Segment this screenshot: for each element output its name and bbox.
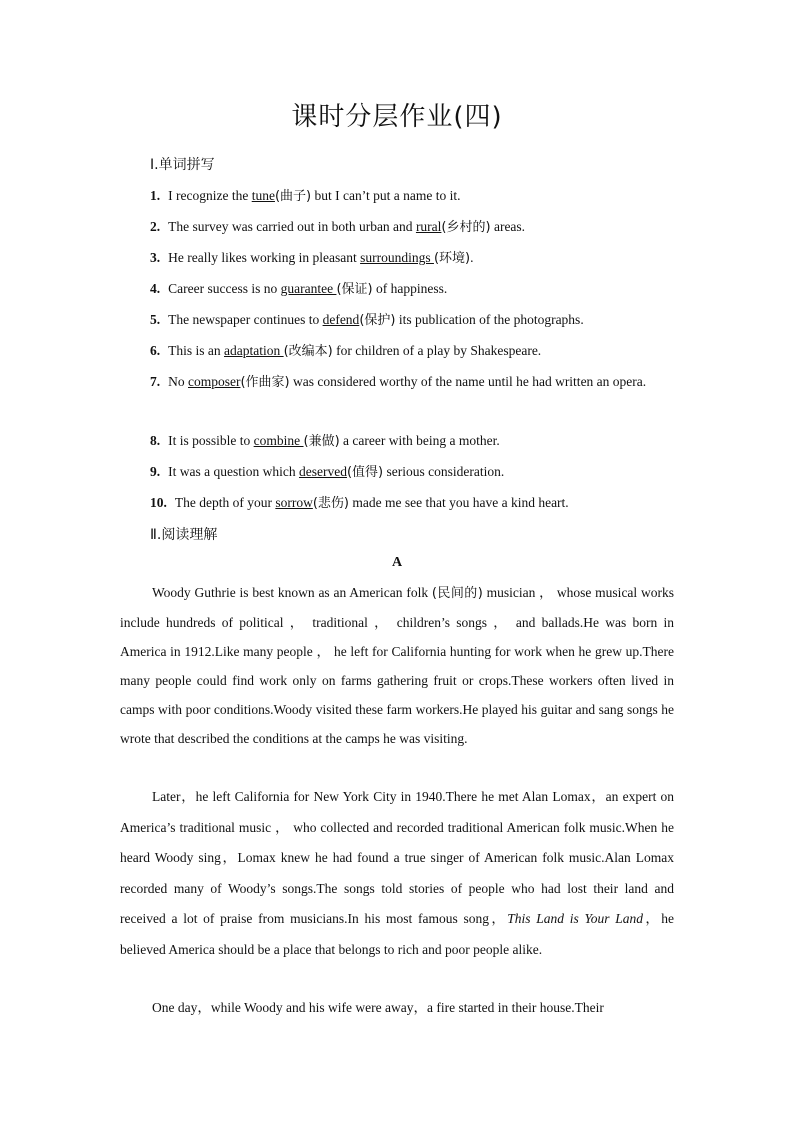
spelling-item-9 bbox=[150, 462, 674, 483]
passage-paragraph-3 bbox=[120, 993, 674, 1023]
item-text-after: . bbox=[470, 250, 474, 265]
item-text-before: The survey was carried out in both urban and bbox=[168, 219, 416, 234]
answer-word: composer bbox=[188, 374, 241, 389]
spelling-item-10 bbox=[150, 493, 674, 514]
item-text-after: areas. bbox=[490, 219, 526, 234]
answer-word: adaptation bbox=[224, 343, 284, 358]
item-number: 8. bbox=[150, 433, 161, 448]
item-text-after: made me see that you have a kind heart. bbox=[349, 495, 569, 510]
chinese-hint: (兼做) bbox=[303, 434, 340, 449]
chinese-hint: (环境) bbox=[433, 251, 471, 266]
answer-word: defend bbox=[322, 312, 360, 327]
answer-word: surroundings bbox=[360, 250, 434, 265]
item-text-before: It was a question which bbox=[168, 464, 299, 479]
item-text-before: It is possible to bbox=[168, 433, 254, 448]
answer-word: combine bbox=[253, 433, 304, 448]
spelling-item-5 bbox=[150, 310, 674, 331]
section-heading-spelling: Ⅰ.单词拼写 bbox=[150, 157, 215, 173]
item-text-before: I recognize the bbox=[168, 188, 252, 203]
paragraph-text: Later，he left California for New York City in 1940.There he met Alan Lomax，an expert on America’s traditional music ， who collected and recorded traditional American folk music.When he heard Woody sing，Lomax knew he had found a true singer of American folk music.Alan Lomax recorded many of Woody’s songs.The songs told stories of people who had lost their land and received a lot of praise from musicians.In his most famous song， bbox=[120, 789, 674, 926]
item-text-before: This is an bbox=[168, 343, 224, 358]
paragraph-text: musician ， whose musical works include hundreds of political ， traditional ， children’s songs ， and ballads.He was born in America in 1912.Like many people ， he left for California hunting for work when he grew up.There many people could find work only on farms gathering fruit or crops.These workers often lived in camps with poor conditions.Woody visited these farm workers.He played his guitar and sang songs he wrote that described the conditions at the camps he was visiting. bbox=[120, 585, 674, 746]
passage-paragraph-2 bbox=[120, 782, 674, 965]
item-text-before: The depth of your bbox=[174, 495, 276, 510]
spelling-item-8 bbox=[150, 431, 674, 452]
item-text-before: The newspaper continues to bbox=[168, 312, 323, 327]
answer-word: tune bbox=[251, 188, 275, 203]
chinese-hint: (保证) bbox=[336, 282, 373, 297]
item-number: 1. bbox=[150, 188, 161, 203]
item-number: 4. bbox=[150, 281, 161, 296]
item-text-before: He really likes working in pleasant bbox=[168, 250, 361, 265]
passage-paragraph-1 bbox=[120, 578, 674, 753]
section-heading-reading: Ⅱ.阅读理解 bbox=[150, 527, 218, 543]
item-text-after: a career with being a mother. bbox=[339, 433, 500, 448]
spelling-item-7 bbox=[120, 367, 674, 397]
song-title: This Land is Your Land bbox=[507, 911, 643, 926]
item-number: 6. bbox=[150, 343, 161, 358]
spelling-item-4 bbox=[150, 279, 674, 300]
chinese-hint: (作曲家) bbox=[240, 375, 290, 390]
item-text-before: No bbox=[168, 374, 188, 389]
item-text-before: Career success is no bbox=[168, 281, 281, 296]
page-title: 课时分层作业(四) bbox=[291, 102, 503, 132]
spelling-item-2 bbox=[150, 217, 674, 238]
chinese-hint: (悲伤) bbox=[312, 496, 350, 511]
spelling-item-6 bbox=[150, 341, 674, 362]
paragraph-text: Woody Guthrie is best known as an American folk bbox=[152, 585, 432, 600]
chinese-hint: (改编本) bbox=[283, 344, 333, 359]
item-number: 9. bbox=[150, 464, 161, 479]
answer-word: rural bbox=[415, 219, 442, 234]
item-number: 2. bbox=[150, 219, 161, 234]
passage-heading: A bbox=[391, 555, 403, 570]
item-text-after: its publication of the photographs. bbox=[395, 312, 584, 327]
item-number: 7. bbox=[150, 374, 161, 389]
answer-word: sorrow bbox=[275, 495, 313, 510]
paragraph-text: ，he believed America should be a place that belongs to rich and poor people alike. bbox=[120, 911, 674, 957]
item-number: 10. bbox=[150, 495, 167, 510]
item-text-after: was considered worthy of the name until he had written an opera. bbox=[289, 374, 647, 389]
spelling-item-3 bbox=[150, 248, 674, 269]
chinese-gloss: (民间的) bbox=[431, 586, 483, 601]
item-text-after: serious consideration. bbox=[383, 464, 505, 479]
item-text-after: of happiness. bbox=[372, 281, 448, 296]
answer-word: guarantee bbox=[280, 281, 337, 296]
paragraph-text: One day，while Woody and his wife were away，a fire started in their house.Their bbox=[152, 1000, 604, 1015]
chinese-hint: (乡村的) bbox=[441, 220, 491, 235]
chinese-hint: (值得) bbox=[346, 465, 384, 480]
chinese-hint: (曲子) bbox=[274, 189, 312, 204]
item-number: 3. bbox=[150, 250, 161, 265]
spelling-item-1 bbox=[150, 186, 674, 207]
item-text-after: but I can’t put a name to it. bbox=[311, 188, 461, 203]
item-text-after: for children of a play by Shakespeare. bbox=[332, 343, 542, 358]
chinese-hint: (保护) bbox=[359, 313, 396, 328]
item-number: 5. bbox=[150, 312, 161, 327]
answer-word: deserved bbox=[298, 464, 347, 479]
